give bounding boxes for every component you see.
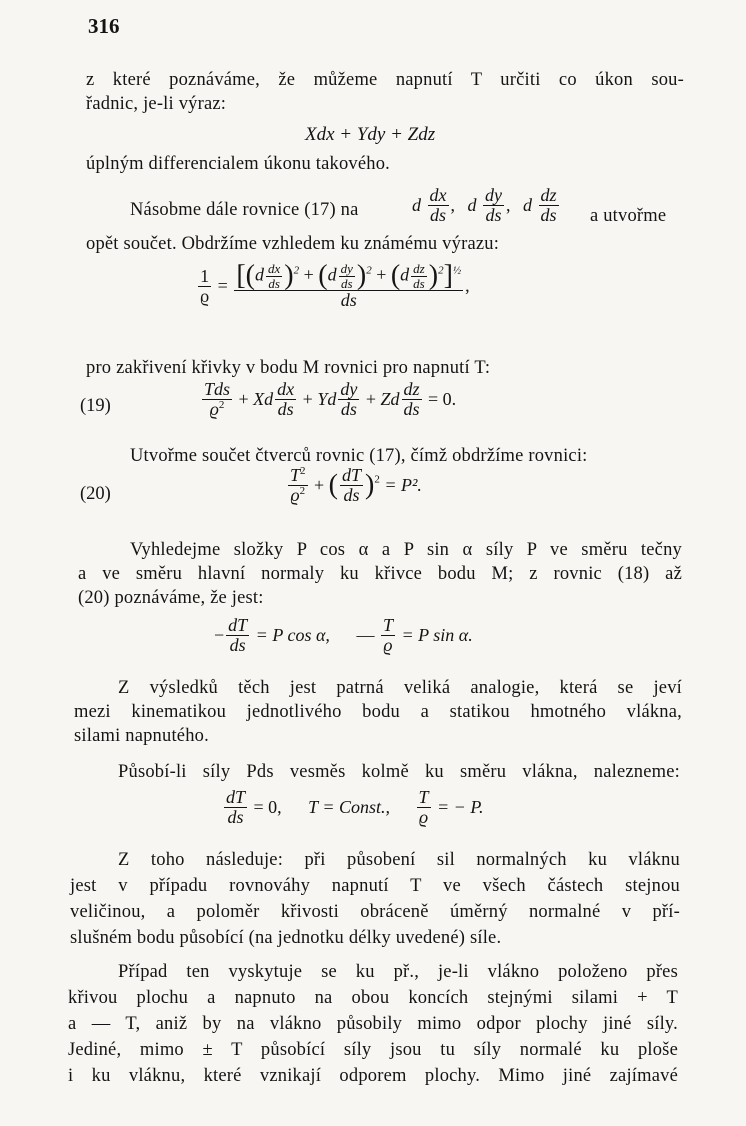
text-line: jest v případu rovnováhy napnutí T ve všech částech stejnou [70,876,680,896]
text-line: z které poznáváme, že můžeme napnutí T určiti co úkon sou- [86,70,684,90]
text-line: pro zakřivení křivky v bodu M rovnici pro napnutí T: [86,358,491,378]
equation-20: $\frac{T^2}{ϱ^2}$ + ( $\frac{dT}{ds}$ )$^2$ = P². [290,465,422,505]
constant-b: T = Const., [308,796,391,817]
curvature-rhs-denominator: ds [340,290,357,311]
multiplier-fractions: d $\frac{dx}{ds}$ , d $\frac{dy}{ds}$ , d $\frac{dz}{ds}$ [412,185,557,225]
text-line: řadnic, je-li výraz: [86,94,227,114]
text-line: Vyhledejme složky P cos α a P sin α síly P ve směru tečny [130,540,682,560]
text-line: Případ ten vyskytuje se ku př., je-li vlákno položeno přes [118,962,678,982]
text-line: a ve směru hlavní normaly ku křivce bodu M; z rovnic (18) až [78,564,682,584]
equation-19-rhs: = 0. [428,388,457,409]
curvature-lhs-denominator: ϱ [200,285,210,306]
text-line: a — T, aniž by na vlákno působily mimo odpor plochy jiné síly. [68,1014,678,1034]
curvature-lhs-numerator: 1 [198,267,211,287]
component-a-rhs: = P cos α, [255,624,330,645]
curvature-formula: $\frac{1}{ϱ}$ = [(d $\frac{dx}{ds}$ )$^2$ + (d $\frac{dy}{ds}$ )$^2$ + (d $\frac{dz}{ds}$ )$^2$]$^{\frac{1}{2}}$ ds , [200,260,470,311]
text-line: Jediné, mimo ± T působící síly jsou tu síly normalé ku ploše [68,1040,678,1060]
text-line: mezi kinematikou jednotlivého bodu a statikou hmotného vlákna, [74,702,682,722]
equation-19-label: (19) [80,396,111,416]
equation-19: $\frac{\text{Tds}}{ϱ^2}$ + Xd $\frac{dx}{ds}$ + Yd $\frac{dy}{ds}$ + Zd $\frac{dz}{ds}$ = 0. [204,379,457,419]
equation-xyz: Xdx + Ydy + Zdz [305,124,436,145]
component-b-rhs: = P sin α. [401,624,473,645]
text-line: a utvořme [590,206,667,226]
text-line: (20) poznáváme, že jest: [78,588,264,608]
text-line: Násobme dále rovnice (17) na [130,200,359,220]
equation-20-label: (20) [80,484,111,504]
equation-20-rhs: = P². [384,474,422,495]
text-line: Utvořme součet čtverců rovnic (17), čímž obdržíme rovnici: [130,446,588,466]
text-line: i ku vláknu, které vznikají odporem plochy. Mimo jiné zajímavé [68,1066,678,1086]
text-line: úplným differencialem úkonu takového. [86,154,391,174]
text-line: Působí-li síly Pds vesměs kolmě ku směru vlákna, nalezneme: [118,762,680,782]
text-line: silami napnutého. [74,726,209,746]
constant-a-rhs: = 0, [253,796,282,817]
text-line: Z výsledků těch jest patrná veliká analogie, která se jeví [118,678,682,698]
component-equations: − $\frac{dT}{ds}$ = P cos α, — $\frac{T}{ϱ}$ = P sin α. [214,615,473,655]
constant-equations: $\frac{dT}{ds}$ = 0, T = Const., $\frac{T}{ϱ}$ = − P. [226,787,484,827]
page-number: 316 [88,14,120,38]
constant-c-rhs: = − P. [437,796,484,817]
text-line: opět součet. Obdržíme vzhledem ku známému výrazu: [86,234,500,254]
text-line: křivou plochu a napnuto na obou koncích stejnými silami + T [68,988,678,1008]
text-line: slušném bodu působící (na jednotku délky uvedené) síle. [70,928,502,948]
text-line: veličinou, a poloměr křivosti obráceně úměrný normalné v pří- [70,902,680,922]
text-line: Z toho následuje: při působení sil normalných ku vláknu [118,850,680,870]
